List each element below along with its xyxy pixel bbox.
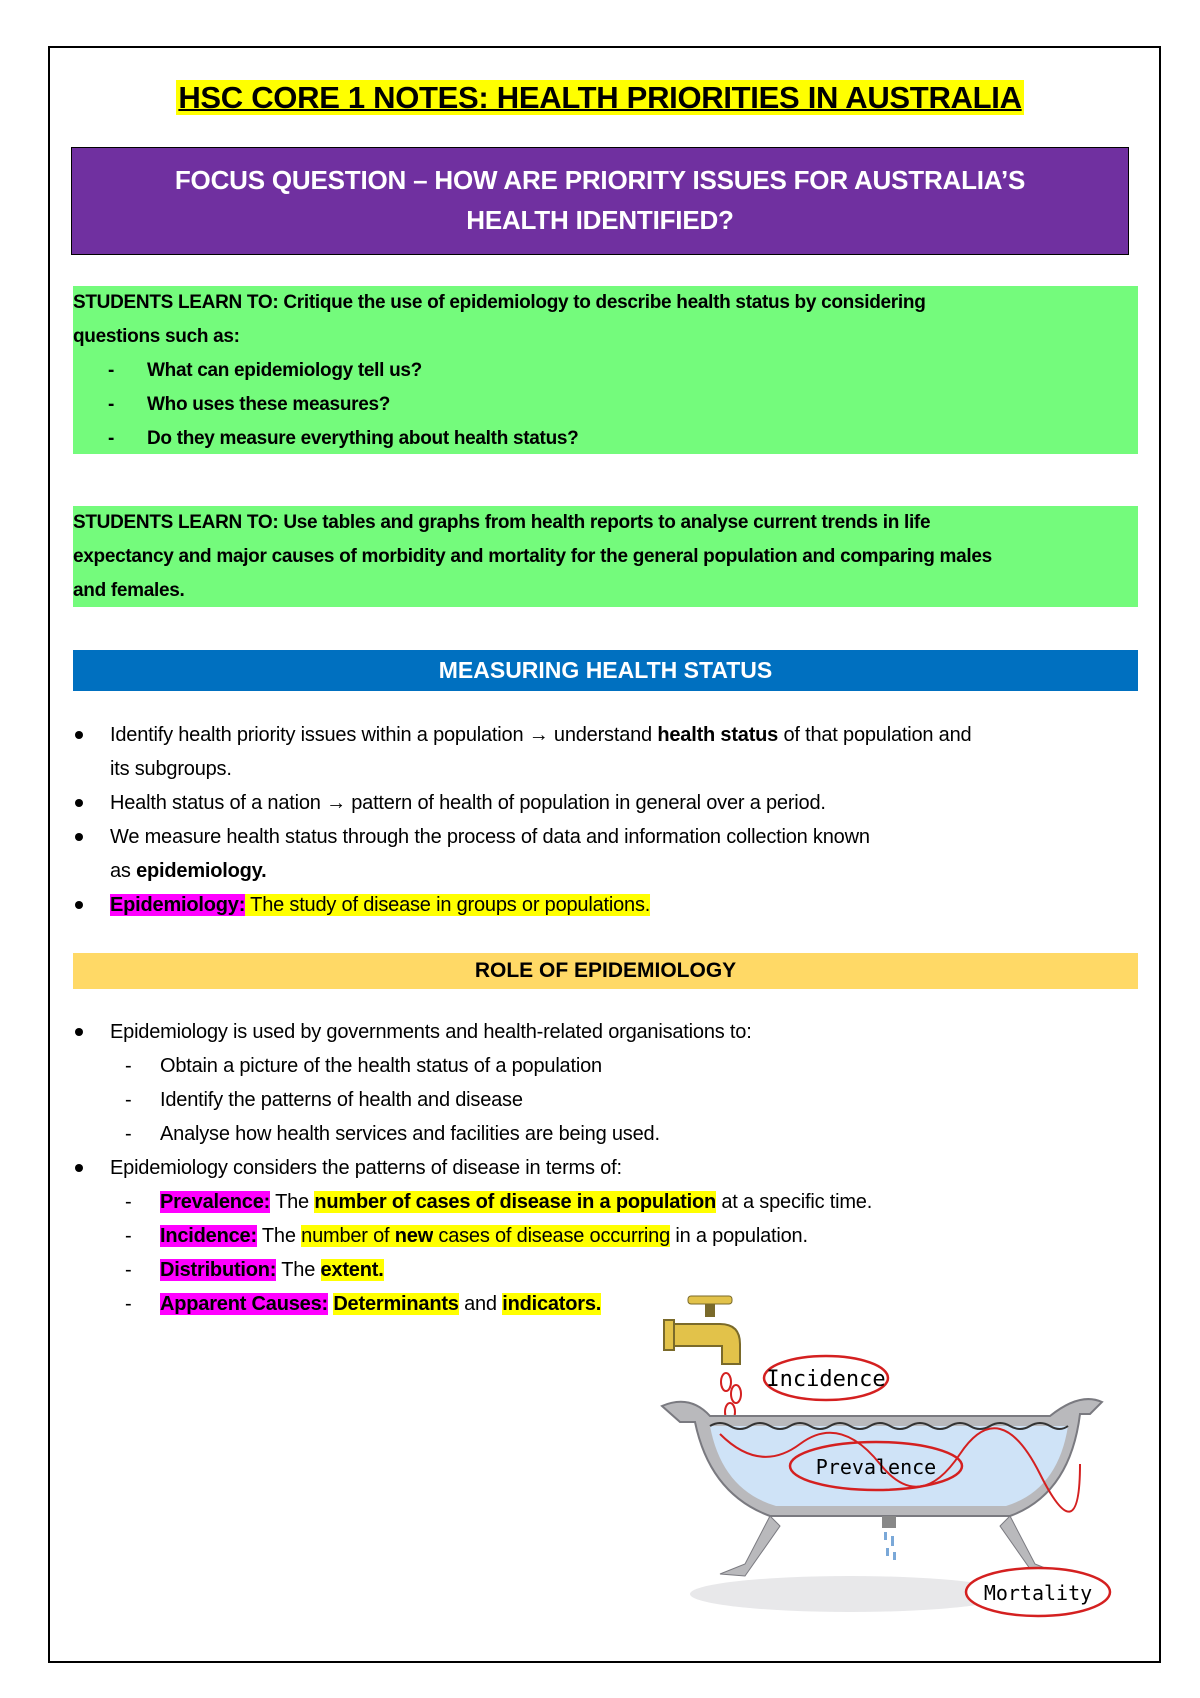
- bullet-text: We measure health status through the process of data and information collection known as epidemiology.: [110, 826, 870, 882]
- question-item: [73, 354, 1138, 388]
- measuring-bullet-list: [73, 718, 1143, 922]
- bullet-item: [73, 1015, 1143, 1049]
- bullet-item: [73, 888, 1143, 922]
- dash-marker: -: [108, 428, 115, 449]
- dash-marker: -: [108, 360, 115, 381]
- question-text: What can epidemiology tell us?: [147, 360, 422, 381]
- question-text: Do they measure everything about health status?: [147, 428, 579, 449]
- tap-icon: [664, 1296, 740, 1364]
- sub-item: - Analyse how health services and facilities are being used.: [73, 1117, 1143, 1151]
- bullet-dot: [73, 718, 110, 786]
- bullet-text: [110, 888, 1143, 922]
- focus-question-line-2: HEALTH IDENTIFIED?: [466, 205, 734, 235]
- bullet-item: [73, 718, 1143, 786]
- bullet-text: Identify health priority issues within a population → understand health status of that population and its subgroups.: [110, 724, 972, 780]
- document-title: [0, 80, 1200, 116]
- bullet-item: [73, 786, 1143, 820]
- floor-shadow: [690, 1576, 1010, 1612]
- sub-item-text: Identify the patterns of health and disease: [160, 1089, 523, 1111]
- bathtub-icon: [662, 1399, 1102, 1576]
- bullet-item: [73, 820, 1143, 888]
- sub-item-distribution: - Distribution: The extent.: [125, 1259, 384, 1281]
- sub-item-incidence: - Incidence: The number of new cases of disease occurring in a population.: [125, 1225, 808, 1247]
- incidence-label: Incidence: [766, 1367, 886, 1392]
- bathtub-illustration: [650, 1294, 1170, 1624]
- learn-2-line-3: and females.: [73, 580, 185, 601]
- bullet-dot: [73, 888, 110, 922]
- title-text: HSC CORE 1 NOTES: HEALTH PRIORITIES IN AUSTRALIA: [178, 80, 1022, 115]
- sub-item: - Obtain a picture of the health status of a population: [73, 1049, 1143, 1083]
- sub-item-prevalence: - Prevalence: The number of cases of disease in a population at a specific time.: [125, 1191, 873, 1213]
- role-bullet-list: [73, 1015, 1143, 1321]
- students-learn-box-1: [73, 286, 1138, 454]
- learn-1-line-1: STUDENTS LEARN TO: Critique the use of epidemiology to describe health status by considering: [73, 292, 926, 313]
- bullet-text: Health status of a nation → pattern of health of population in general over a period.: [110, 792, 826, 814]
- term-highlight: Epidemiology:: [110, 894, 246, 916]
- learn-1-line-2: questions such as:: [73, 326, 240, 347]
- bullet-item: [73, 1151, 1143, 1185]
- role-of-epidemiology-header: ROLE OF EPIDEMIOLOGY: [73, 953, 1138, 989]
- focus-question-box: [71, 147, 1129, 255]
- sub-item: - Identify the patterns of health and disease: [73, 1083, 1143, 1117]
- learn-2-line-2: expectancy and major causes of morbidity and mortality for the general population and comparing males: [73, 546, 992, 567]
- learn-2-line-1: STUDENTS LEARN TO: Use tables and graphs from health reports to analyse current trends in life: [73, 512, 931, 533]
- dash-marker: -: [108, 394, 115, 415]
- mortality-label: Mortality: [983, 1581, 1093, 1605]
- focus-question-line-1: FOCUS QUESTION – HOW ARE PRIORITY ISSUES FOR AUSTRALIA’S: [174, 165, 1026, 195]
- bullet-text: Epidemiology is used by governments and health-related organisations to:: [110, 1021, 752, 1043]
- sub-item-apparent-causes: - Apparent Causes: Determinants and indicators.: [125, 1293, 602, 1315]
- question-item: [73, 388, 1138, 422]
- definition-highlight: The study of disease in groups or populations.: [245, 894, 651, 916]
- bullet-dot: [73, 1015, 110, 1049]
- sub-item-text: Analyse how health services and facilities are being used.: [160, 1123, 660, 1145]
- bullet-text: Epidemiology considers the patterns of disease in terms of:: [110, 1157, 622, 1179]
- question-text: Who uses these measures?: [147, 394, 391, 415]
- drain-drips: [884, 1532, 896, 1560]
- prevalence-label: Prevalence: [815, 1455, 937, 1479]
- sub-item-text: Obtain a picture of the health status of a population: [160, 1055, 602, 1077]
- bullet-dot: [73, 820, 110, 888]
- measuring-health-status-header: MEASURING HEALTH STATUS: [73, 650, 1138, 691]
- bullet-dot: [73, 1151, 110, 1185]
- question-item: [73, 422, 1138, 456]
- students-learn-box-2: [73, 506, 1138, 607]
- bullet-dot: [73, 786, 110, 820]
